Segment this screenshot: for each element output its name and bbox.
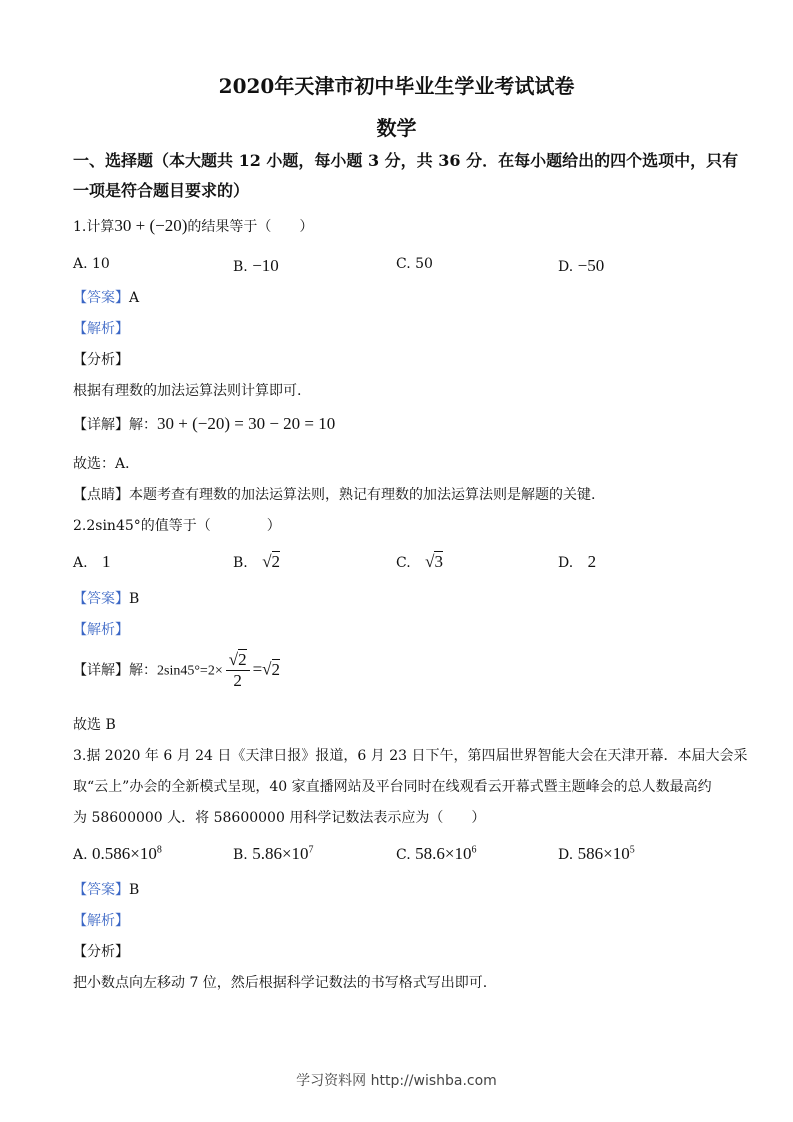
q1-option-b: [233, 256, 279, 276]
q2-option-b-radicand: 2: [271, 552, 281, 571]
sqrt-symbol-icon: √: [425, 552, 435, 571]
q2-option-b-value: [262, 552, 280, 571]
q2-detail-label: 【详解】: [73, 662, 129, 679]
q3-stem-line3: 为 58600000 人．将 58600000 用科学记数法表示应为（ ）: [73, 810, 486, 826]
q3-stem-line1: 3.据 2020 年 6 月 24 日《天津日报》报道，6 月 23 日下午，第四届世界智能大会在天津开幕．本届大会采: [73, 748, 748, 764]
q2-option-c-label: C.: [396, 555, 411, 571]
q1-detail: [73, 414, 335, 434]
document-title: 2020年天津市初中毕业生学业考试试卷: [218, 74, 575, 98]
q2-option-b: [233, 552, 280, 572]
q2-frac-radicand: 2: [238, 650, 247, 669]
q1-stem-math: 30 + (−20): [114, 216, 188, 235]
q2-option-a-label: A.: [73, 555, 88, 571]
q1-analysis-label: 【解析】: [73, 321, 129, 337]
q2-option-a-value: 1: [102, 552, 111, 571]
q3-option-b-label: B.: [233, 847, 248, 863]
section-heading-line2: 一项是符合题目要求的）: [73, 181, 250, 200]
q3-option-a-value: [92, 844, 162, 863]
q3-option-c-value: [415, 844, 476, 863]
sqrt-symbol-icon: √: [262, 659, 272, 679]
q1-answer-label: 【答案】: [73, 290, 129, 306]
q2-frac-denominator: 2: [233, 671, 242, 690]
q2-detail: [73, 650, 280, 691]
sqrt-symbol-icon: √: [262, 552, 272, 571]
q1-option-c: C. 50: [396, 256, 433, 272]
q2-stem: 2.2sin45°的值等于（ ）: [73, 518, 281, 534]
q1-option-d-value: −50: [577, 256, 605, 275]
q1-dianjing-text: 本题考查有理数的加法运算法则，熟记有理数的加法运算法则是解题的关键.: [129, 487, 596, 503]
q1-detail-math: 30 + (−20) = 30 − 20 = 10: [157, 414, 336, 433]
q2-answer-value: B: [129, 591, 140, 607]
q3-stem-line2: 取“云上”办会的全新模式呈现，40 家直播网站及平台同时在线观看云开幕式暨主题峰会的总人数最高约: [73, 779, 712, 795]
q2-option-c-value: [425, 552, 443, 571]
q3-option-a-base: 0.586×10: [92, 844, 157, 863]
q3-option-d-value: [578, 844, 635, 863]
page-footer-watermark[interactable]: 学习资料网 http://wishba.com: [296, 1073, 497, 1089]
q1-option-d-label: D.: [558, 259, 574, 275]
q2-option-c-radicand: 3: [434, 552, 443, 571]
q1-option-b-value: −10: [252, 256, 279, 275]
q3-option-b: [233, 844, 314, 864]
q2-option-d-label: D.: [558, 555, 574, 571]
q1-dianjing: [73, 484, 595, 504]
q3-option-b-base: 5.86×10: [252, 844, 309, 863]
q3-option-d-label: D.: [558, 847, 574, 863]
q3-option-c-base: 58.6×10: [415, 844, 472, 863]
q1-detail-label: 【详解】: [73, 417, 129, 433]
q3-option-b-exponent: 7: [308, 844, 314, 856]
q1-result: 故选：A．: [73, 456, 140, 472]
q2-answer-label: 【答案】: [73, 591, 129, 607]
q3-option-c-label: C.: [396, 847, 411, 863]
q1-fenxi-text: 根据有理数的加法运算法则计算即可.: [73, 383, 302, 399]
q3-answer: [73, 879, 139, 899]
q1-option-d: [558, 256, 604, 276]
q2-answer: [73, 588, 139, 608]
q3-option-a: [73, 844, 162, 864]
q2-frac-numerator: [226, 650, 250, 671]
q1-answer-value: A: [129, 290, 140, 306]
q3-option-c-exponent: 6: [471, 844, 477, 856]
q3-analysis-label: 【解析】: [73, 913, 129, 929]
section-heading-line1: 一、选择题（本大题共 12 小题，每小题 3 分，共 36 分．在每小题给出的四个选项中，只有: [73, 151, 739, 170]
q2-analysis-label: 【解析】: [73, 622, 129, 638]
q3-option-d-base: 586×10: [577, 844, 630, 863]
q2-detail-rhs: [262, 659, 280, 679]
q1-option-a: A. 10: [73, 256, 110, 272]
q3-answer-value: B: [129, 882, 140, 898]
q2-detail-eq: =: [252, 659, 263, 679]
q1-fenxi-label: 【分析】: [73, 352, 129, 368]
q2-detail-pre: 解：: [129, 662, 157, 679]
q2-detail-lhs: 2sin45°=2×: [157, 663, 223, 679]
q1-answer: [73, 287, 139, 307]
q3-option-d-exponent: 5: [629, 844, 635, 856]
q2-option-d: [558, 552, 596, 572]
q3-answer-label: 【答案】: [73, 882, 129, 898]
q1-dianjing-label: 【点睛】: [73, 487, 129, 503]
sqrt-symbol-icon: √: [228, 650, 239, 669]
q2-result: 故选 B: [73, 717, 116, 733]
q1-stem-pre: 1.计算: [73, 219, 115, 235]
q2-option-a: [73, 552, 111, 572]
q3-fenxi-text: 把小数点向左移动 7 位，然后根据科学记数法的书写格式写出即可.: [73, 975, 488, 991]
subject-title: 数学: [376, 116, 417, 140]
q3-option-a-exponent: 8: [156, 844, 162, 856]
q3-fenxi-label: 【分析】: [73, 944, 129, 960]
q1-detail-pre: 解：: [129, 417, 157, 433]
q3-option-b-value: [252, 844, 313, 863]
q3-option-a-label: A.: [73, 847, 88, 863]
q1-stem: [73, 216, 313, 236]
q1-stem-post: 的结果等于（ ）: [187, 219, 314, 235]
q3-option-c: [396, 844, 476, 864]
q2-option-c: [396, 552, 443, 572]
q2-detail-fraction: [226, 650, 250, 691]
q3-option-d: [558, 844, 635, 864]
q2-option-b-label: B.: [233, 555, 248, 571]
q2-detail-rhs-radicand: 2: [271, 659, 281, 679]
q1-option-b-label: B.: [233, 259, 248, 275]
q2-option-d-value: 2: [587, 552, 597, 571]
